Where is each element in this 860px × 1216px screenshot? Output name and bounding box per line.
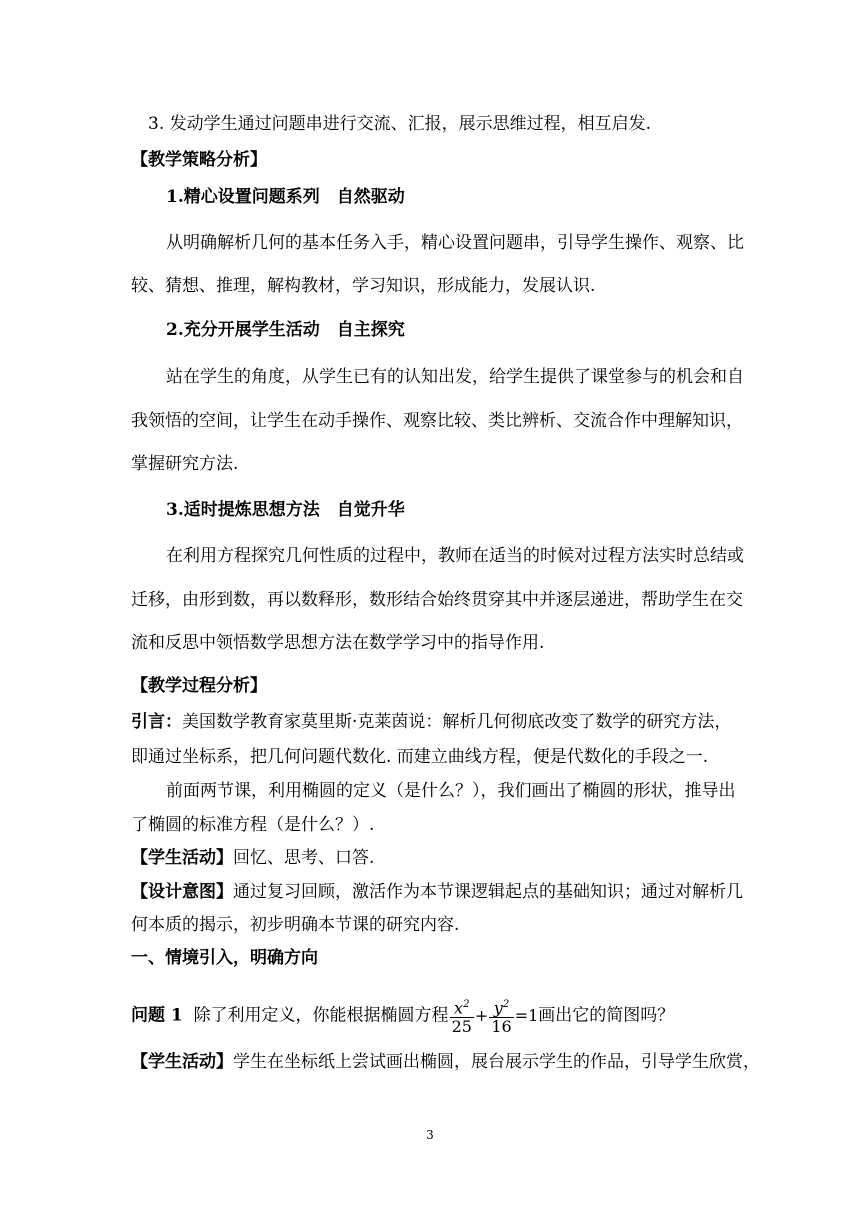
strategy-1-title: 1.精心设置问题系列 自然驱动 bbox=[166, 187, 405, 207]
intro-line-1 bbox=[131, 710, 731, 734]
heading-strategy: 【教学策略分析】 bbox=[131, 150, 267, 170]
student-activity-2 bbox=[131, 1050, 760, 1074]
question-1 bbox=[131, 996, 674, 1036]
student-activity-2-text: 学生在坐标纸上尝试画出椭圆，展台展示学生的作品，引导学生欣赏， bbox=[233, 1052, 760, 1072]
strategy-3-title: 3.适时提炼思想方法 自觉升华 bbox=[166, 500, 405, 520]
strategy-2-line-1: 站在学生的角度，从学生已有的认知出发，给学生提供了课堂参与的机会和自 bbox=[166, 367, 744, 387]
student-activity-text: 回忆、思考、口答. bbox=[233, 848, 375, 868]
intro-text-1: 美国数学教育家莫里斯·克莱茵说：解析几何彻底改变了数学的研究方法， bbox=[182, 712, 732, 732]
strategy-3-line-3: 流和反思中领悟数学思想方法在数学学习中的指导作用. bbox=[131, 633, 545, 653]
design-intent-line-2: 何本质的揭示，初步明确本节课的研究内容. bbox=[131, 915, 460, 935]
fraction-y bbox=[489, 996, 513, 1036]
intro-line-2: 即通过坐标系，把几何问题代数化. 而建立曲线方程，便是代数化的手段之一. bbox=[131, 747, 709, 767]
eq-denominator-16: 16 bbox=[491, 1017, 512, 1037]
strategy-1-line-1: 从明确解析几何的基本任务入手，精心设置问题串，引导学生操作、观察、比 bbox=[166, 233, 744, 253]
eq-equals-one: =1 bbox=[514, 1006, 539, 1026]
eq-plus: + bbox=[474, 1006, 489, 1026]
design-intent-label: 【设计意图】 bbox=[131, 882, 233, 902]
eq-y-exp: 2 bbox=[502, 999, 510, 1010]
eq-denominator-25: 25 bbox=[451, 1017, 472, 1037]
design-intent-line-1 bbox=[131, 880, 743, 904]
paragraph-goal-3: 3. 发动学生通过问题串进行交流、汇报，展示思维过程，相互启发. bbox=[148, 114, 652, 134]
page-number: 3 bbox=[426, 1128, 434, 1142]
heading-process: 【教学过程分析】 bbox=[131, 676, 267, 696]
intro-label: 引言： bbox=[131, 712, 182, 732]
eq-x-exp: 2 bbox=[463, 999, 470, 1010]
strategy-2-title: 2.充分开展学生活动 自主探究 bbox=[166, 320, 405, 340]
section-1-title: 一、情境引入，明确方向 bbox=[131, 948, 318, 968]
student-activity-2-label: 【学生活动】 bbox=[131, 1052, 233, 1072]
eq-x: x bbox=[454, 998, 464, 1018]
question-1-suffix: 画出它的简图吗？ bbox=[538, 1005, 675, 1026]
design-intent-text-1: 通过复习回顾，激活作为本节课逻辑起点的基础知识；通过对解析几 bbox=[233, 882, 743, 902]
student-activity-label: 【学生活动】 bbox=[131, 848, 233, 868]
previous-lessons-line-2: 了椭圆的标准方程（是什么？）. bbox=[131, 815, 375, 835]
previous-lessons-line-1: 前面两节课，利用椭圆的定义（是什么？），我们画出了椭圆的形状，推导出 bbox=[166, 781, 736, 801]
strategy-2-line-2: 我领悟的空间，让学生在动手操作、观察比较、类比辨析、交流合作中理解知识， bbox=[131, 411, 743, 431]
strategy-3-line-1: 在利用方程探究几何性质的过程中，教师在适当的时候对过程方法实时总结或 bbox=[166, 546, 744, 566]
strategy-1-line-2: 较、猜想、推理，解构教材，学习知识，形成能力，发展认识. bbox=[131, 276, 596, 296]
student-activity-1 bbox=[131, 846, 374, 870]
eq-y: y bbox=[493, 998, 503, 1018]
strategy-2-line-3: 掌握研究方法. bbox=[131, 454, 239, 474]
question-1-prefix: 除了利用定义，你能根据椭圆方程 bbox=[193, 1005, 449, 1026]
strategy-3-line-2: 迁移，由形到数，再以数释形，数形结合始终贯穿其中并逐层递进，帮助学生在交 bbox=[131, 590, 743, 610]
question-1-label: 问题 1 bbox=[131, 1005, 183, 1026]
fraction-x bbox=[450, 996, 474, 1036]
